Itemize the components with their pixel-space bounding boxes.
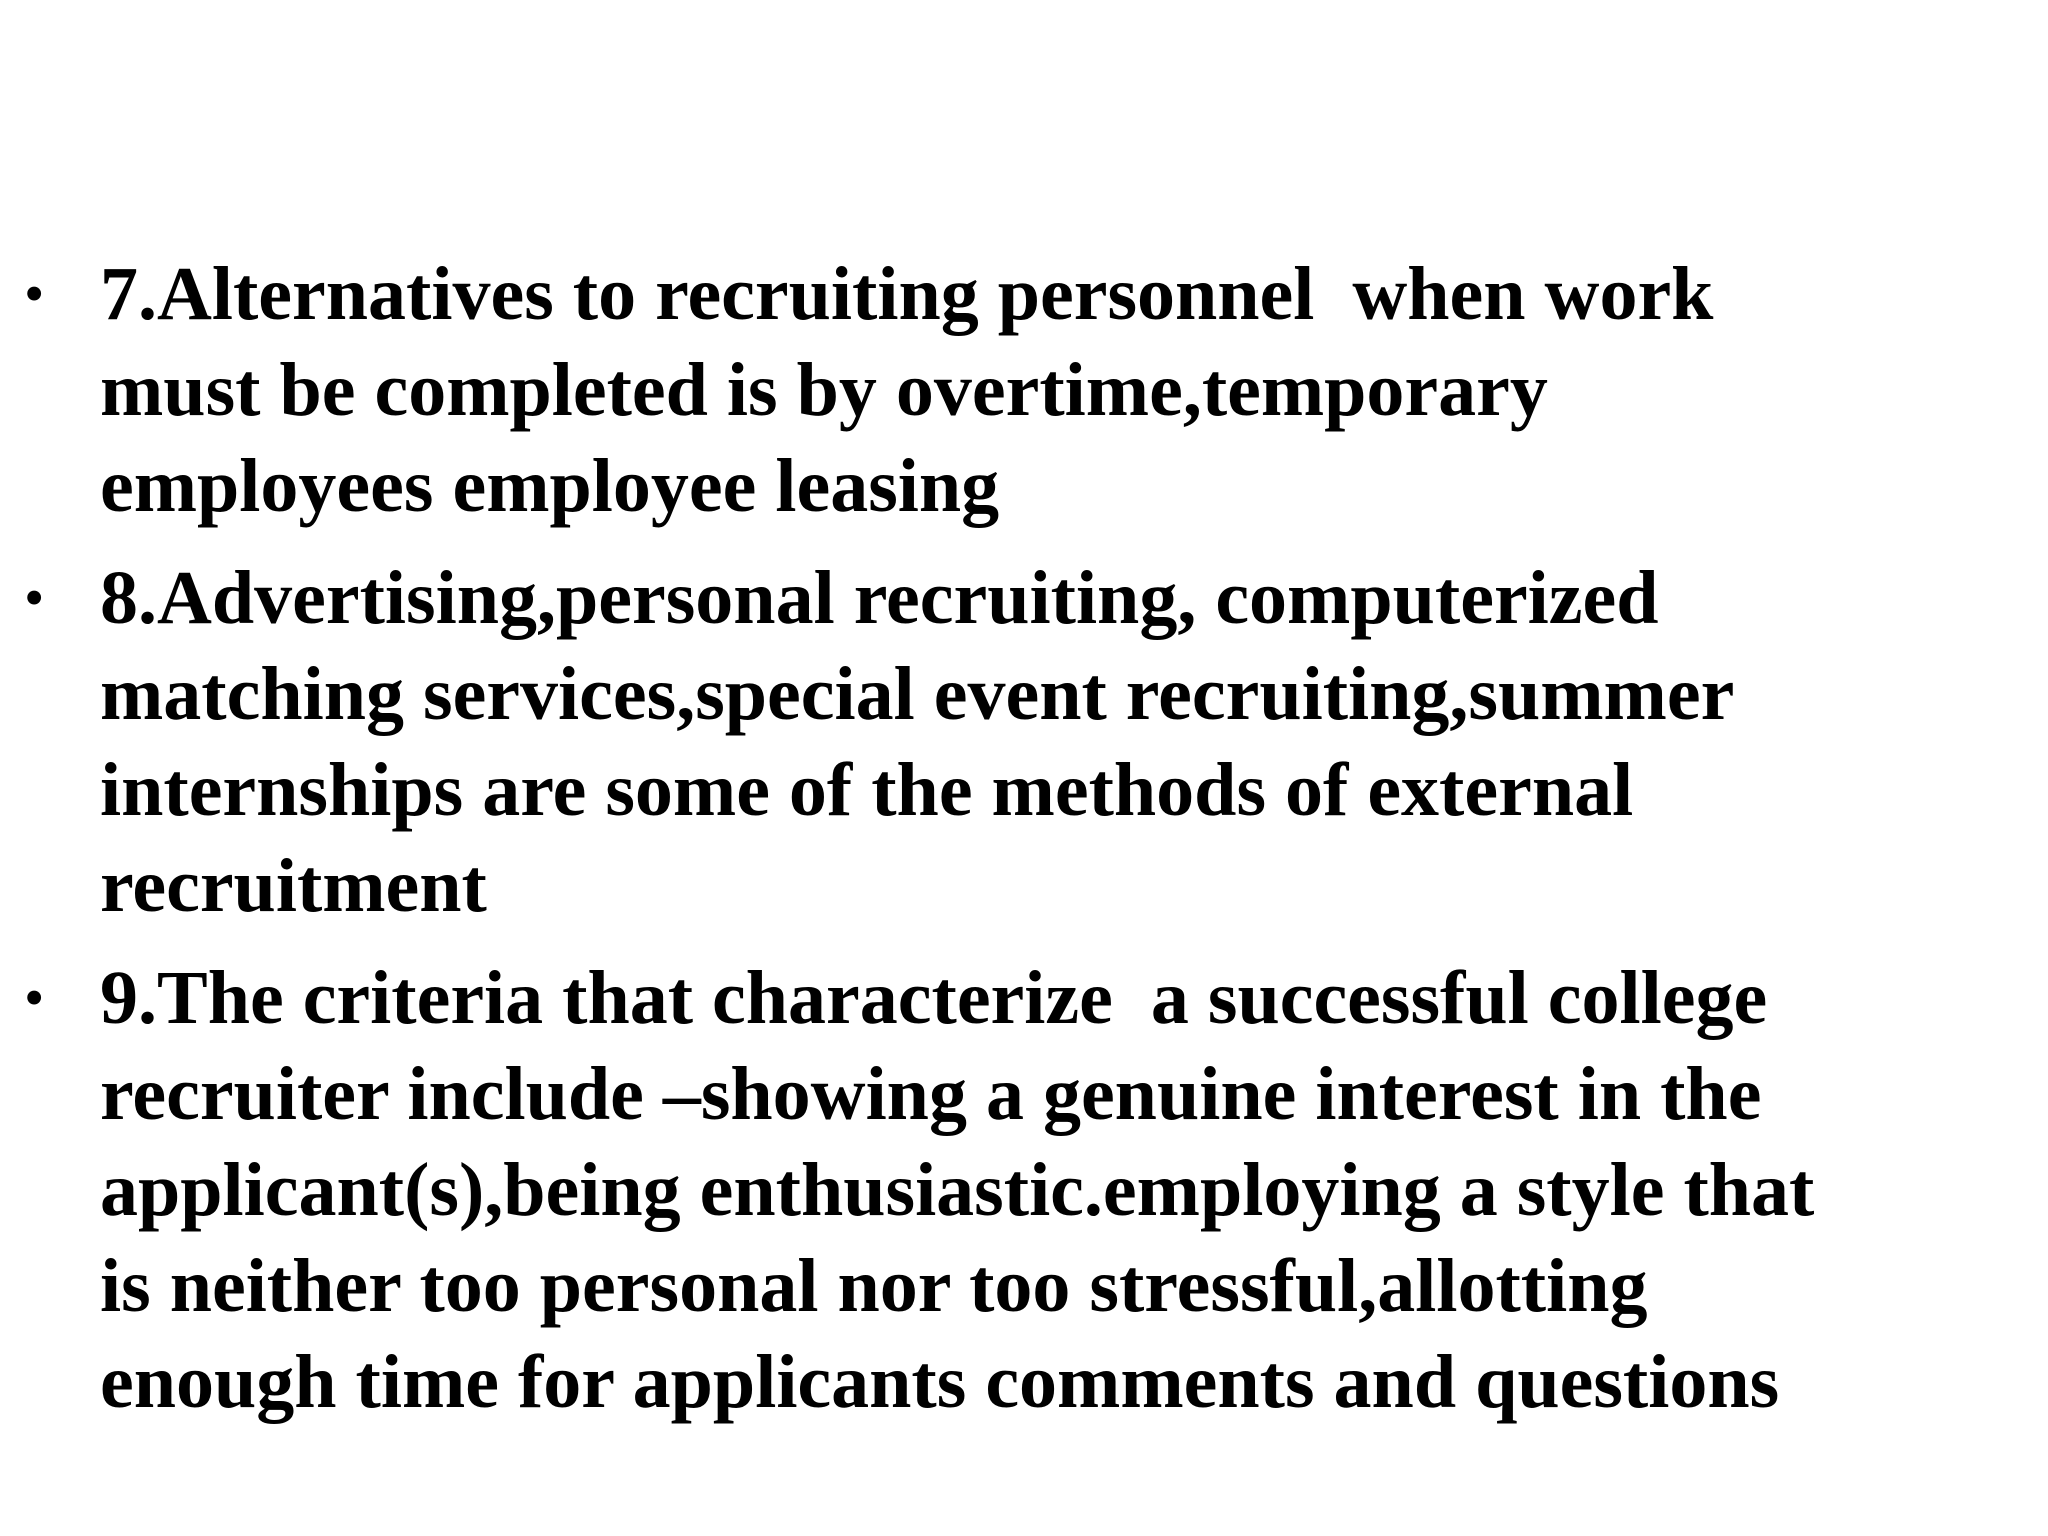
bullet-icon: • bbox=[24, 261, 45, 326]
bullet-icon: • bbox=[24, 965, 45, 1030]
bullet-text-line: recruiter include –showing a genuine interest in the bbox=[100, 1052, 1762, 1136]
bullet-item-7 bbox=[24, 246, 1984, 534]
bullet-text-line: 7.Alternatives to recruiting personnel when work bbox=[100, 252, 1714, 336]
bullet-text-line: is neither too personal nor too stressful,allotting bbox=[100, 1244, 1648, 1328]
bullet-item-9 bbox=[24, 950, 1984, 1430]
bullet-list bbox=[24, 246, 1984, 1446]
bullet-icon: • bbox=[24, 565, 45, 630]
bullet-text-line: enough time for applicants comments and questions bbox=[100, 1340, 1780, 1424]
bullet-text-line: recruitment bbox=[100, 844, 487, 928]
bullet-item-8 bbox=[24, 550, 1984, 934]
bullet-text-line: applicant(s),being enthusiastic.employing a style that bbox=[100, 1148, 1815, 1232]
bullet-text-line: matching services,special event recruiting,summer bbox=[100, 652, 1735, 736]
bullet-text-line: employees employee leasing bbox=[100, 444, 1000, 528]
bullet-text-line: must be completed is by overtime,temporary bbox=[100, 348, 1548, 432]
bullet-text-line: 9.The criteria that characterize a successful college bbox=[100, 956, 1768, 1040]
bullet-text-line: 8.Advertising,personal recruiting, computerized bbox=[100, 556, 1659, 640]
bullet-text-line: internships are some of the methods of external bbox=[100, 748, 1634, 832]
